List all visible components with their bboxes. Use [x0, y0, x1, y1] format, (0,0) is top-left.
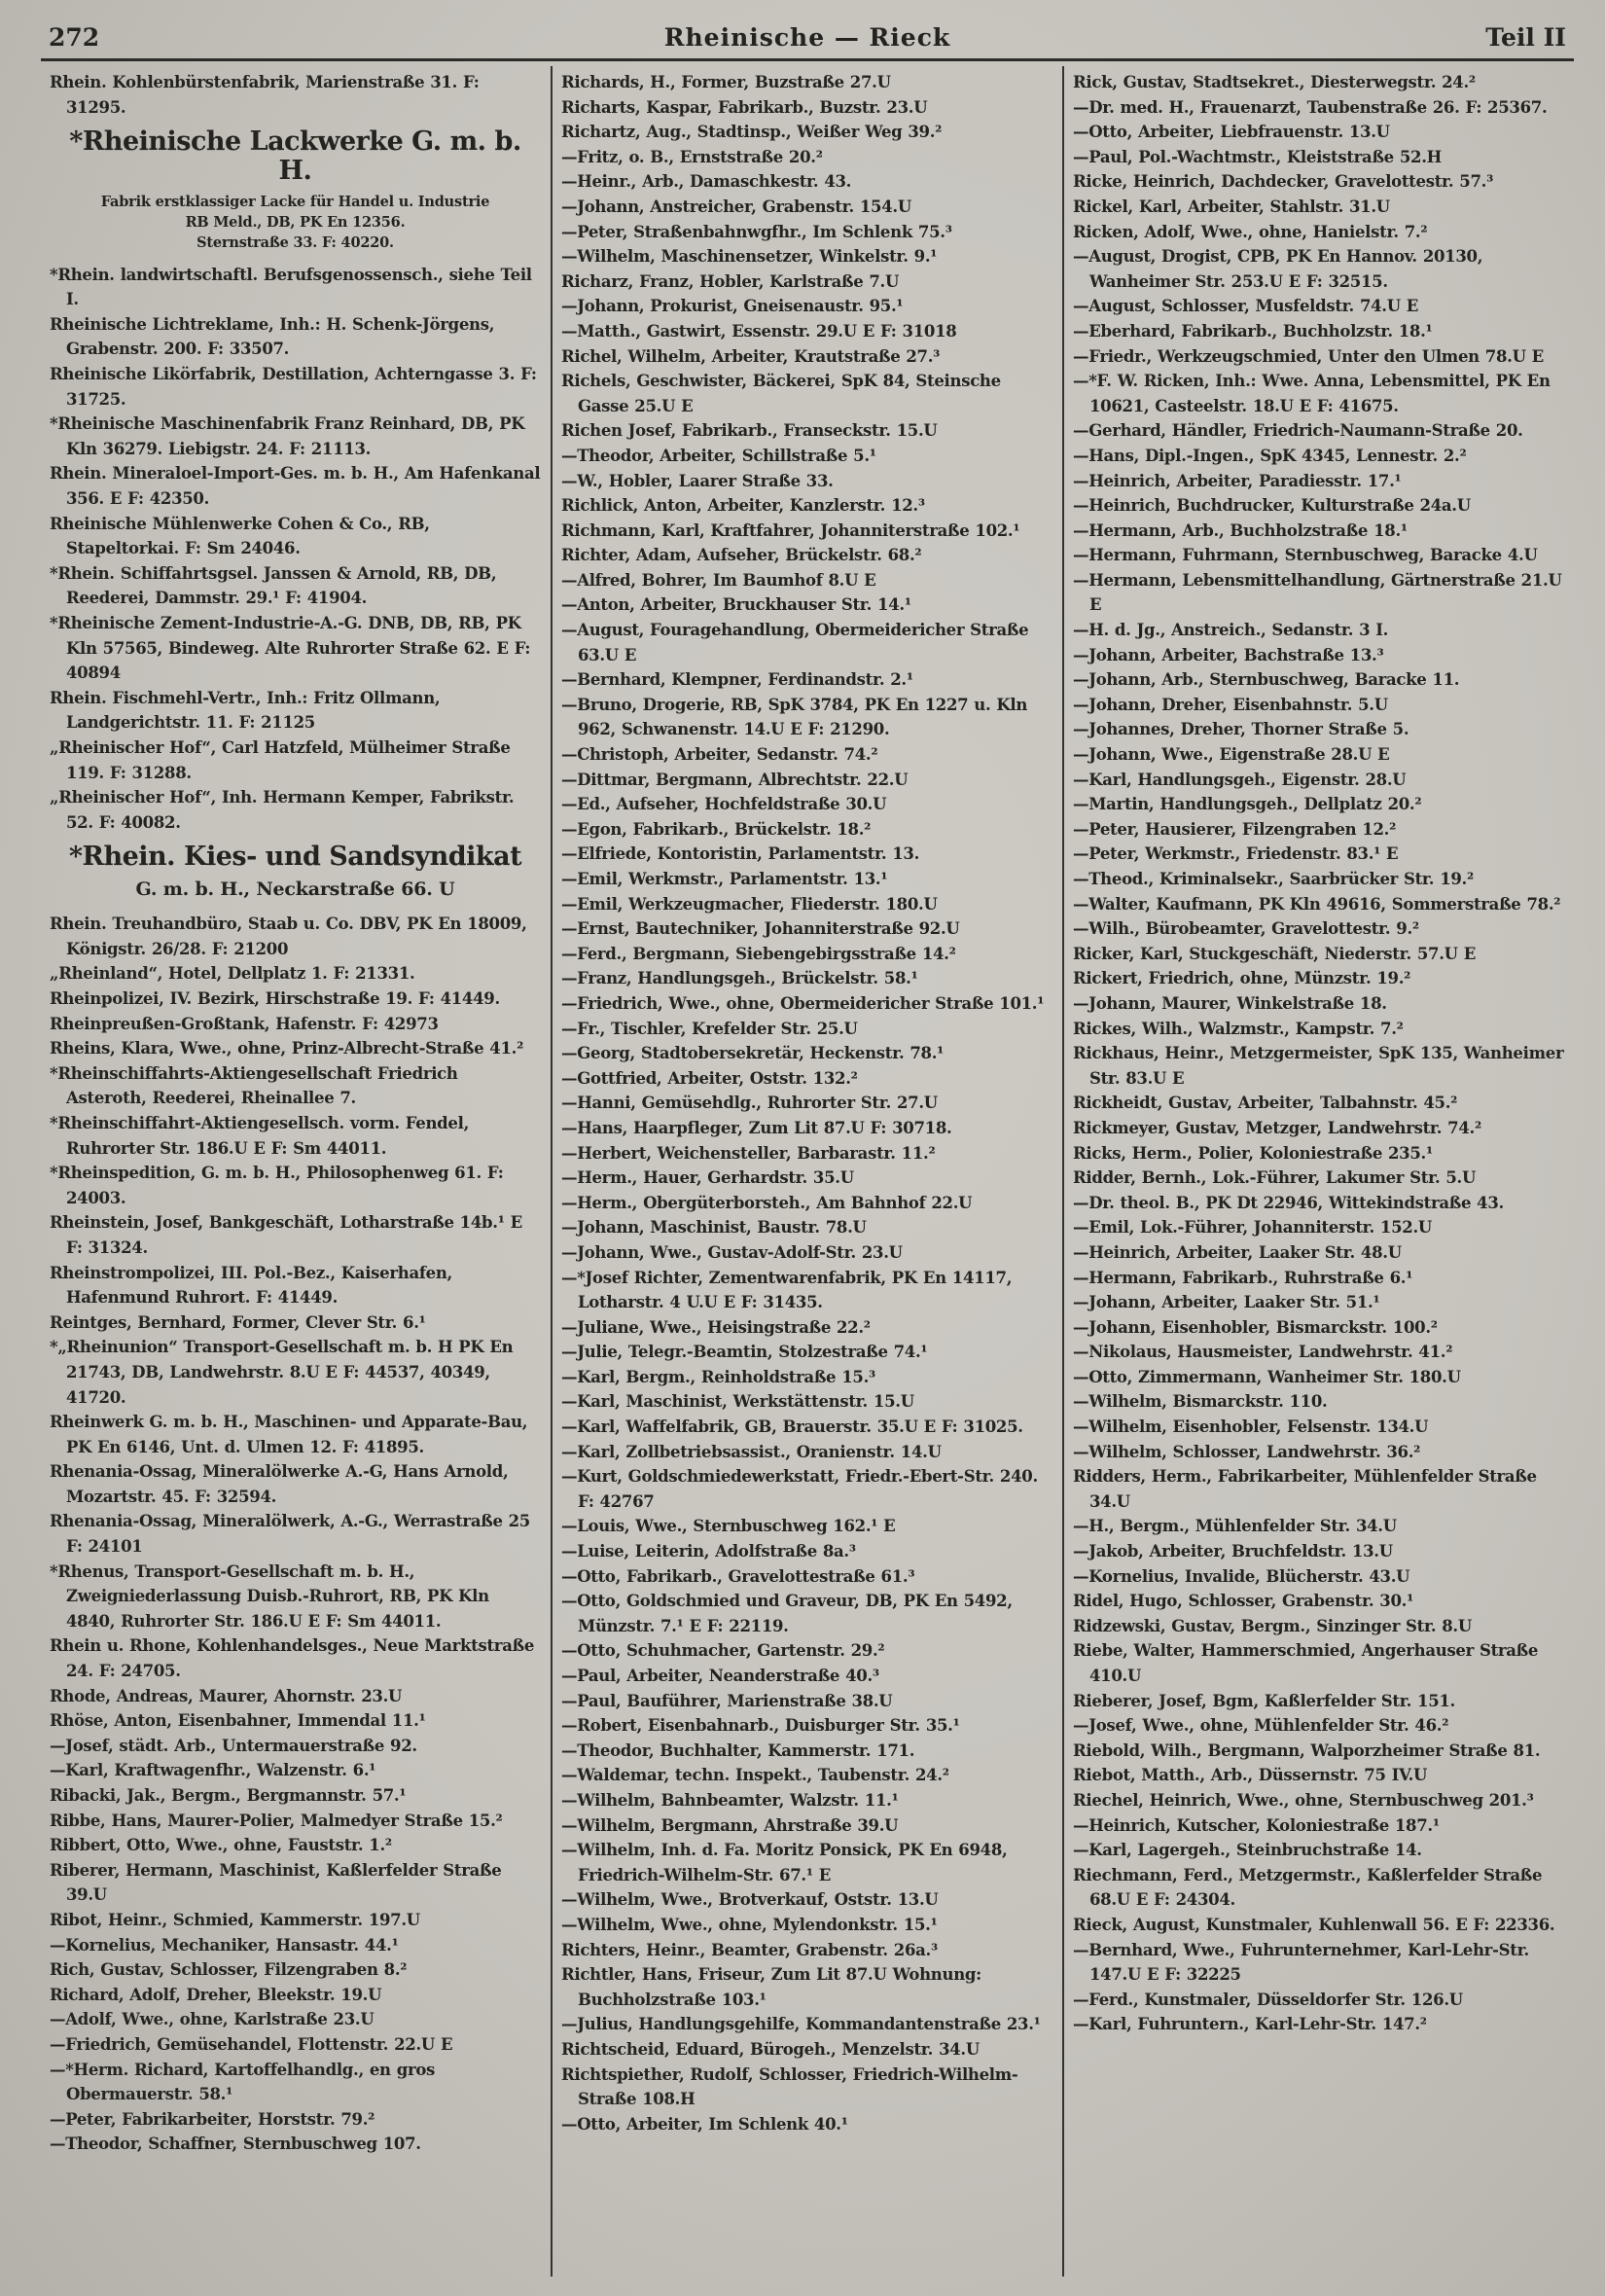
directory-entry: Rheins, Klara, Wwe., ohne, Prinz-Albrecht-Straße 41.² [50, 1039, 523, 1058]
directory-entry: —Wilhelm, Inh. d. Fa. Moritz Ponsick, PK En 6948, Friedrich-Wilhelm-Str. 67.¹ E [561, 1841, 1008, 1884]
directory-entry: —Kurt, Goldschmiedewerkstatt, Friedr.-Ebert-Str. 240. F: 42767 [561, 1467, 1038, 1511]
directory-entry: —Egon, Fabrikarb., Brückelstr. 18.² [561, 819, 872, 839]
directory-entry: —Otto, Arbeiter, Im Schlenk 40.¹ [561, 2114, 848, 2134]
directory-entry: —Karl, Maschinist, Werkstättenstr. 15.U [561, 1392, 914, 1412]
directory-column-1 [41, 66, 551, 2277]
display-ad-title: *Rheinische Lackwerke G. m. b. H. [69, 126, 521, 187]
directory-entry: —Otto, Zimmermann, Wanheimer Str. 180.U [1073, 1367, 1461, 1386]
display-ad [50, 843, 541, 902]
directory-entry: —Bernhard, Wwe., Fuhrunternehmer, Karl-Lehr-Str. 147.U E F: 32225 [1073, 1940, 1529, 1985]
display-ad [50, 127, 541, 253]
directory-entry: —Walter, Kaufmann, PK Kln 49616, Sommerstraße 78.² [1073, 894, 1561, 914]
directory-entry: —Johann, Wwe., Gustav-Adolf-Str. 23.U [561, 1242, 903, 1262]
directory-entry: —Adolf, Wwe., ohne, Karlstraße 23.U [50, 2010, 374, 2029]
directory-entry: —Christoph, Arbeiter, Sedanstr. 74.² [561, 745, 878, 765]
directory-entry: —Wilhelm, Wwe., ohne, Mylendonkstr. 15.¹ [561, 1915, 938, 1934]
directory-entry: —Hermann, Fabrikarb., Ruhrstraße 6.¹ [1073, 1268, 1413, 1287]
directory-entry: Rhenania-Ossag, Mineralölwerk, A.-G., Werrastraße 25 F: 24101 [50, 1512, 530, 1557]
running-head: Rheinische — Rieck [663, 23, 951, 52]
directory-entry: Ridder, Bernh., Lok.-Führer, Lakumer Str. 5.U [1073, 1168, 1477, 1188]
directory-entry: Ricken, Adolf, Wwe., ohne, Hanielstr. 7.² [1073, 222, 1428, 241]
directory-entry: —Waldemar, techn. Inspekt., Taubenstr. 24.² [561, 1766, 949, 1785]
directory-entry: —Dittmar, Bergmann, Albrechtstr. 22.U [561, 770, 909, 789]
directory-column-3 [1062, 66, 1574, 2277]
directory-entry: —Karl, Fuhruntern., Karl-Lehr-Str. 147.² [1073, 2015, 1427, 2034]
directory-entry: *„Rheinunion“ Transport-Gesellschaft m. b. H PK En 21743, DB, Landwehrstr. 8.U E F: 44537, 40349, 41720. [50, 1338, 514, 1407]
directory-entry: Ribbe, Hans, Maurer-Polier, Malmedyer Straße 15.² [50, 1811, 503, 1830]
directory-entry: —Johann, Eisenhobler, Bismarckstr. 100.² [1073, 1317, 1438, 1337]
directory-entry: —Johann, Dreher, Eisenbahnstr. 5.U [1073, 695, 1388, 714]
directory-entry: Ribot, Heinr., Schmied, Kammerstr. 197.U [50, 1910, 420, 1929]
directory-entry: Rhöse, Anton, Eisenbahner, Immendal 11.¹ [50, 1711, 426, 1731]
display-ad-title: *Rhein. Kies- und Sandsyndikat [68, 842, 522, 873]
directory-entry: —Karl, Zollbetriebsassist., Oranienstr. 14.U [561, 1442, 942, 1461]
directory-entry: —Georg, Stadtobersekretär, Heckenstr. 78.¹ [561, 1044, 945, 1063]
directory-entry: —Bernhard, Klempner, Ferdinandstr. 2.¹ [561, 670, 913, 690]
directory-entry: Richtler, Hans, Friseur, Zum Lit 87.U Wohnung: Buchholzstraße 103.¹ [561, 1965, 981, 2009]
directory-entry: —Johann, Arbeiter, Laaker Str. 51.¹ [1073, 1293, 1380, 1312]
directory-entry: *Rheinische Zement-Industrie-A.-G. DNB, DB, RB, PK Kln 57565, Bindeweg. Alte Ruhrorter Straße 62. E F: 40894 [50, 614, 531, 683]
directory-entry: —Wilhelm, Schlosser, Landwehrstr. 36.² [1073, 1442, 1421, 1461]
directory-entry: Ridders, Herm., Fabrikarbeiter, Mühlenfelder Straße 34.U [1073, 1467, 1537, 1511]
directory-entry: —Karl, Waffelfabrik, GB, Brauerstr. 35.U E F: 31025. [561, 1417, 1023, 1437]
directory-entry: *Rheinspedition, G. m. b. H., Philosophenweg 61. F: 24003. [50, 1164, 504, 1207]
directory-entry: —Eberhard, Fabrikarb., Buchholzstr. 18.¹ [1073, 321, 1433, 341]
directory-entry: —W., Hobler, Laarer Straße 33. [561, 471, 834, 490]
directory-entry: —Elfriede, Kontoristin, Parlamentstr. 13. [561, 844, 920, 864]
directory-entry: —Karl, Kraftwagenfhr., Walzenstr. 6.¹ [50, 1761, 376, 1780]
directory-entry: —Friedrich, Gemüsehandel, Flottenstr. 22.U E [50, 2034, 453, 2054]
directory-entry: —Julius, Handlungsgehilfe, Kommandantenstraße 23.¹ [561, 2015, 1041, 2034]
directory-entry: Richarz, Franz, Hobler, Karlstraße 7.U [561, 271, 900, 291]
directory-entry: Rheinwerk G. m. b. H., Maschinen- und Apparate-Bau, PK En 6146, Unt. d. Ulmen 12. F: 41895. [50, 1413, 528, 1456]
directory-entry: Rickhaus, Heinr., Metzgermeister, SpK 135, Wanheimer Str. 83.U E [1073, 1044, 1564, 1088]
directory-entry: Riberer, Hermann, Maschinist, Kaßlerfelder Straße 39.U [50, 1860, 502, 1905]
directory-entry: *Rheinschiffahrt-Aktiengesellsch. vorm. Fendel, Ruhrorter Str. 186.U E F: Sm 44011. [50, 1113, 470, 1158]
directory-entry: Rheinstrompolizei, III. Pol.-Bez., Kaiserhafen, Hafenmund Ruhrort. F: 41449. [50, 1263, 452, 1308]
directory-entry: Richlick, Anton, Arbeiter, Kanzlerstr. 12.³ [561, 496, 925, 516]
directory-entry: —Friedrich, Wwe., ohne, Obermeidericher Straße 101.¹ [561, 993, 1045, 1013]
directory-entry: —Fr., Tischler, Krefelder Str. 25.U [561, 1019, 858, 1038]
directory-entry: —Ferd., Kunstmaler, Düsseldorfer Str. 126.U [1073, 1990, 1463, 2009]
directory-entry: Riebold, Wilh., Bergmann, Walporzheimer Straße 81. [1073, 1740, 1541, 1760]
directory-entry: —Otto, Arbeiter, Liebfrauenstr. 13.U [1073, 123, 1390, 142]
directory-entry: Rickheidt, Gustav, Arbeiter, Talbahnstr. 45.² [1073, 1094, 1458, 1113]
display-ad-line: RB Meld., DB, PK En 12356. [185, 213, 406, 231]
directory-column-2 [551, 66, 1062, 2277]
directory-entry: Ricker, Karl, Stuckgeschäft, Niederstr. 57.U E [1073, 944, 1476, 963]
directory-entry: Richards, H., Former, Buzstraße 27.U [561, 73, 891, 91]
directory-entry: —Hans, Dipl.-Ingen., SpK 4345, Lennestr. 2.² [1073, 446, 1467, 465]
directory-entry: Riebot, Matth., Arb., Düssernstr. 75 IV.U [1073, 1766, 1428, 1785]
directory-entry: —Anton, Arbeiter, Bruckhauser Str. 14.¹ [561, 595, 911, 615]
directory-entry: *Rhenus, Transport-Gesellschaft m. b. H., Zweigniederlassung Duisb.-Ruhrort, RB, PK Kln 4840, Ruhrorter Str. 186.U E F: Sm 44011. [50, 1561, 489, 1631]
directory-entry: —Gerhard, Händler, Friedrich-Naumann-Straße 20. [1073, 421, 1523, 441]
directory-entry: Rheinische Likörfabrik, Destillation, Achterngasse 3. F: 31725. [50, 365, 537, 409]
directory-entry: Ribbert, Otto, Wwe., ohne, Fauststr. 1.² [50, 1836, 392, 1855]
directory-entry: —Wilh., Bürobeamter, Gravelottestr. 9.² [1073, 919, 1419, 939]
directory-entry: *Rheinische Maschinenfabrik Franz Reinhard, DB, PK Kln 36279. Liebigstr. 24. F: 21113. [50, 414, 525, 458]
directory-entry: Rhein. Mineraloel-Import-Ges. m. b. H., Am Hafenkanal 356. E F: 42350. [50, 464, 541, 509]
directory-entry: —Johann, Anstreicher, Grabenstr. 154.U [561, 197, 911, 216]
directory-entry: —Otto, Schuhmacher, Gartenstr. 29.² [561, 1641, 885, 1661]
directory-entry: —Josef, städt. Arb., Untermauerstraße 92. [50, 1736, 417, 1755]
directory-entry: —Peter, Werkmstr., Friedenstr. 83.¹ E [1073, 844, 1399, 864]
directory-entry: —*F. W. Ricken, Inh.: Wwe. Anna, Lebensmittel, PK En 10621, Casteelstr. 18.U E F: 41675. [1073, 372, 1551, 415]
directory-entry: —Emil, Werkzeugmacher, Fliederstr. 180.U [561, 894, 938, 914]
directory-entry: —Franz, Handlungsgeh., Brückelstr. 58.¹ [561, 969, 918, 988]
directory-entry: —August, Schlosser, Musfeldstr. 74.U E [1073, 297, 1419, 316]
directory-entry: —Gottfried, Arbeiter, Oststr. 132.² [561, 1068, 858, 1088]
directory-entry: „Rheinischer Hof“, Carl Hatzfeld, Mülheimer Straße 119. F: 31288. [50, 737, 511, 782]
directory-entry: —*Josef Richter, Zementwarenfabrik, PK En 14117, Lotharstr. 4 U.U E F: 31435. [561, 1268, 1013, 1312]
directory-entry: Rickert, Friedrich, ohne, Münzstr. 19.² [1073, 969, 1411, 988]
directory-entry: —Nikolaus, Hausmeister, Landwehrstr. 41.² [1073, 1343, 1453, 1362]
directory-entry: Richters, Heinr., Beamter, Grabenstr. 26a.³ [561, 1940, 938, 1959]
directory-entry: Richels, Geschwister, Bäckerei, SpK 84, Steinsche Gasse 25.U E [561, 372, 1001, 415]
directory-entry: Richen Josef, Fabrikarb., Franseckstr. 15.U [561, 421, 938, 441]
directory-entry: —Ferd., Bergmann, Siebengebirgsstraße 14.² [561, 944, 956, 963]
directory-entry: —Herbert, Weichensteller, Barbarastr. 11.² [561, 1143, 936, 1163]
directory-entry: —Heinrich, Kutscher, Koloniestraße 187.¹ [1073, 1815, 1440, 1835]
directory-entry: *Rhein. Schiffahrtsgsel. Janssen & Arnold, RB, DB, Reederei, Dammstr. 29.¹ F: 41904. [50, 563, 497, 608]
directory-entry: Rheinische Lichtreklame, Inh.: H. Schenk-Jörgens, Grabenstr. 200. F: 33507. [50, 314, 495, 359]
directory-entry: Rhein u. Rhone, Kohlenhandelsges., Neue Marktstraße 24. F: 24705. [50, 1636, 535, 1681]
display-ad-line: G. m. b. H., Neckarstraße 66. U [135, 878, 455, 900]
directory-entry: *Rheinschiffahrts-Aktiengesellschaft Friedrich Asteroth, Reederei, Rheinallee 7. [50, 1063, 458, 1108]
directory-entry: Rich, Gustav, Schlosser, Filzengraben 8.² [50, 1960, 408, 1980]
directory-entry: —Heinrich, Arbeiter, Paradiesstr. 17.¹ [1073, 471, 1402, 490]
directory-entry: Rickel, Karl, Arbeiter, Stahlstr. 31.U [1073, 197, 1390, 216]
directory-entry: —Johann, Wwe., Eigenstraße 28.U E [1073, 745, 1390, 765]
directory-entry: —Hanni, Gemüsehdlg., Ruhrorter Str. 27.U [561, 1094, 938, 1113]
page-header [41, 23, 1574, 61]
directory-entry: —Karl, Handlungsgeh., Eigenstr. 28.U [1073, 770, 1407, 789]
directory-entry: —August, Fouragehandlung, Obermeidericher Straße 63.U E [561, 621, 1029, 664]
directory-entry: —Emil, Lok.-Führer, Johanniterstr. 152.U [1073, 1218, 1433, 1238]
directory-entry: —Theodor, Schaffner, Sternbuschweg 107. [50, 2135, 421, 2154]
directory-entry: —Wilhelm, Wwe., Brotverkauf, Oststr. 13.U [561, 1890, 939, 1910]
directory-entry: —Kornelius, Mechaniker, Hansastr. 44.¹ [50, 1935, 399, 1955]
directory-entry: Rheinpreußen-Großtank, Hafenstr. F: 42973 [50, 1014, 439, 1033]
directory-entry: —Karl, Lagergeh., Steinbruchstraße 14. [1073, 1841, 1422, 1860]
directory-entry: —Ed., Aufseher, Hochfeldstraße 30.U [561, 795, 887, 814]
directory-entry: —Martin, Handlungsgeh., Dellplatz 20.² [1073, 795, 1422, 814]
directory-entry: —Hans, Haarpfleger, Zum Lit 87.U F: 30718. [561, 1118, 952, 1137]
directory-entry: —Luise, Leiterin, Adolfstraße 8a.³ [561, 1542, 856, 1561]
directory-entry: Rheinische Mühlenwerke Cohen & Co., RB, Stapeltorkai. F: Sm 24046. [50, 514, 430, 558]
directory-entry: „Rheinischer Hof“, Inh. Hermann Kemper, Fabrikstr. 52. F: 40082. [50, 788, 515, 832]
directory-entry: Richter, Adam, Aufseher, Brückelstr. 68.² [561, 546, 922, 565]
page-number: 272 [49, 23, 100, 52]
directory-entry: Rhein. Treuhandbüro, Staab u. Co. DBV, PK En 18009, Königstr. 26/28. F: 21200 [50, 915, 527, 958]
directory-entry: Ricke, Heinrich, Dachdecker, Gravelottestr. 57.³ [1073, 172, 1494, 192]
directory-entry: —H., Bergm., Mühlenfelder Str. 34.U [1073, 1517, 1397, 1536]
directory-entry: —Matth., Gastwirt, Essenstr. 29.U E F: 31018 [561, 321, 957, 341]
directory-entry: Riechel, Heinrich, Wwe., ohne, Sternbuschweg 201.³ [1073, 1790, 1534, 1810]
directory-entry: Riechmann, Ferd., Metzgermstr., Kaßlerfelder Straße 68.U E F: 24304. [1073, 1865, 1543, 1910]
directory-entry: Rhein. Kohlenbürstenfabrik, Marienstraße 31. F: 31295. [50, 73, 480, 117]
directory-entry: *Rhein. landwirtschaftl. Berufsgenossensch., siehe Teil I. [50, 265, 532, 309]
directory-entry: —Hermann, Fuhrmann, Sternbuschweg, Baracke 4.U [1073, 546, 1538, 565]
directory-entry: —Paul, Arbeiter, Neanderstraße 40.³ [561, 1667, 879, 1685]
directory-entry: Richartz, Aug., Stadtinsp., Weißer Weg 39.² [561, 123, 943, 142]
directory-entry: Rhode, Andreas, Maurer, Ahornstr. 23.U [50, 1686, 403, 1705]
directory-entry: —Heinrich, Arbeiter, Laaker Str. 48.U [1073, 1242, 1402, 1262]
directory-entry: —H. d. Jg., Anstreich., Sedanstr. 3 I. [1073, 621, 1389, 640]
section-label: Teil II [1485, 23, 1566, 52]
directory-entry: —Herm., Hauer, Gerhardstr. 35.U [561, 1168, 854, 1188]
directory-entry: —Hermann, Arb., Buchholzstraße 18.¹ [1073, 520, 1408, 540]
display-ad-line: Sternstraße 33. F: 40220. [196, 233, 394, 251]
directory-entry: —Julie, Telegr.-Beamtin, Stolzestraße 74.¹ [561, 1343, 928, 1362]
directory-entry: Ridzewski, Gustav, Bergm., Sinzinger Str. 8.U [1073, 1616, 1472, 1635]
display-ad-line: Fabrik erstklassiger Lacke für Handel u. Industrie [100, 193, 490, 210]
directory-entry: —Paul, Bauführer, Marienstraße 38.U [561, 1691, 893, 1710]
directory-entry: —Kornelius, Invalide, Blücherstr. 43.U [1073, 1566, 1410, 1586]
directory-entry: „Rheinland“, Hotel, Dellplatz 1. F: 21331. [50, 964, 415, 984]
directory-entry: —Karl, Bergm., Reinholdstraße 15.³ [561, 1367, 875, 1386]
directory-entry: Ribacki, Jak., Bergm., Bergmannstr. 57.¹ [50, 1786, 407, 1806]
directory-entry: —Peter, Straßenbahnwgfhr., Im Schlenk 75.³ [561, 222, 952, 241]
directory-entry: —Peter, Fabrikarbeiter, Horststr. 79.² [50, 2109, 375, 2129]
directory-entry: —Bruno, Drogerie, RB, SpK 3784, PK En 1227 u. Kln 962, Schwanenstr. 14.U E F: 21290. [561, 695, 1028, 739]
directory-entry: —Louis, Wwe., Sternbuschweg 162.¹ E [561, 1517, 896, 1536]
directory-entry: —Dr. med. H., Frauenarzt, Taubenstraße 26. F: 25367. [1073, 97, 1548, 117]
directory-entry: —Ernst, Bautechniker, Johanniterstraße 92.U [561, 919, 960, 939]
directory-entry: —Heinr., Arb., Damaschkestr. 43. [561, 172, 852, 192]
directory-entry: Riebe, Walter, Hammerschmied, Angerhauser Straße 410.U [1073, 1641, 1539, 1685]
directory-entry: —Emil, Werkmstr., Parlamentstr. 13.¹ [561, 870, 888, 888]
directory-entry: —Theodor, Buchhalter, Kammerstr. 171. [561, 1740, 915, 1760]
directory-entry: —Dr. theol. B., PK Dt 22946, Wittekindstraße 43. [1073, 1193, 1504, 1212]
directory-entry: —Wilhelm, Eisenhobler, Felsenstr. 134.U [1073, 1417, 1429, 1437]
directory-entry: —Johannes, Dreher, Thorner Straße 5. [1073, 720, 1409, 739]
directory-entry: —Wilhelm, Bahnbeamter, Walzstr. 11.¹ [561, 1790, 899, 1810]
directory-entry: Rieck, August, Kunstmaler, Kuhlenwall 56. E F: 22336. [1073, 1915, 1555, 1934]
directory-entry: Rhein. Fischmehl-Vertr., Inh.: Fritz Ollmann, Landgerichtstr. 11. F: 21125 [50, 688, 441, 733]
directory-entry: —Robert, Eisenbahnarb., Duisburger Str. 35.¹ [561, 1716, 960, 1736]
directory-entry: —Juliane, Wwe., Heisingstraße 22.² [561, 1317, 871, 1337]
directory-entry: —Otto, Goldschmied und Graveur, DB, PK En 5492, Münzstr. 7.¹ E F: 22119. [561, 1592, 1013, 1635]
directory-entry: —Wilhelm, Maschinensetzer, Winkelstr. 9.¹ [561, 247, 938, 267]
directory-entry: —Peter, Hausierer, Filzengraben 12.² [1073, 819, 1397, 839]
directory-entry: Richtspiether, Rudolf, Schlosser, Friedrich-Wilhelm-Straße 108.H [561, 2064, 1018, 2109]
directory-entry: Richard, Adolf, Dreher, Bleekstr. 19.U [50, 1985, 382, 2004]
directory-entry: —Fritz, o. B., Ernststraße 20.² [561, 147, 823, 166]
directory-entry: —Hermann, Lebensmittelhandlung, Gärtnerstraße 21.U E [1073, 570, 1562, 615]
directory-entry: Richmann, Karl, Kraftfahrer, Johanniterstraße 102.¹ [561, 520, 1020, 540]
directory-entry: —Theodor, Arbeiter, Schillstraße 5.¹ [561, 446, 876, 465]
directory-entry: —Otto, Fabrikarb., Gravelottestraße 61.³ [561, 1566, 915, 1586]
directory-entry: —Theod., Kriminalsekr., Saarbrücker Str. 19.² [1073, 870, 1474, 888]
directory-entry: —Josef, Wwe., ohne, Mühlenfelder Str. 46.² [1073, 1716, 1449, 1736]
directory-entry: —Jakob, Arbeiter, Bruchfeldstr. 13.U [1073, 1542, 1393, 1561]
directory-entry: —Johann, Maschinist, Baustr. 78.U [561, 1218, 867, 1238]
directory-entry: Rheinstein, Josef, Bankgeschäft, Lotharstraße 14b.¹ E F: 31324. [50, 1213, 522, 1257]
directory-entry: Rickmeyer, Gustav, Metzger, Landwehrstr. 74.² [1073, 1118, 1481, 1137]
directory-entry: Ridel, Hugo, Schlosser, Grabenstr. 30.¹ [1073, 1592, 1413, 1611]
directory-entry: Reintges, Bernhard, Former, Clever Str. 6.¹ [50, 1312, 426, 1332]
directory-entry: Rick, Gustav, Stadtsekret., Diesterwegstr. 24.² [1073, 73, 1476, 91]
directory-entry: —Wilhelm, Bergmann, Ahrstraße 39.U [561, 1815, 899, 1835]
directory-entry: —Johann, Arb., Sternbuschweg, Baracke 11. [1073, 670, 1460, 690]
directory-entry: —Johann, Arbeiter, Bachstraße 13.³ [1073, 645, 1384, 664]
directory-entry: —Paul, Pol.-Wachtmstr., Kleiststraße 52.H [1073, 147, 1442, 166]
directory-entry: Richarts, Kaspar, Fabrikarb., Buzstr. 23.U [561, 97, 928, 117]
directory-entry: —Herm., Obergüterborsteh., Am Bahnhof 22.U [561, 1193, 973, 1212]
directory-entry: Rickes, Wilh., Walzmstr., Kampstr. 7.² [1073, 1019, 1404, 1038]
directory-entry: —Friedr., Werkzeugschmied, Unter den Ulmen 78.U E [1073, 346, 1544, 366]
directory-entry: —August, Drogist, CPB, PK En Hannov. 20130, Wanheimer Str. 253.U E F: 32515. [1073, 247, 1483, 291]
directory-entry: —Johann, Prokurist, Gneisenaustr. 95.¹ [561, 297, 904, 316]
directory-entry: —Heinrich, Buchdrucker, Kulturstraße 24a.U [1073, 496, 1471, 516]
directory-entry: —Wilhelm, Bismarckstr. 110. [1073, 1392, 1328, 1412]
directory-entry: Ricks, Herm., Polier, Koloniestraße 235.¹ [1073, 1143, 1433, 1163]
directory-entry: —Johann, Maurer, Winkelstraße 18. [1073, 993, 1387, 1013]
directory-entry: Rheinpolizei, IV. Bezirk, Hirschstraße 19. F: 41449. [50, 989, 500, 1009]
directory-entry: Richel, Wilhelm, Arbeiter, Krautstraße 27.³ [561, 346, 941, 366]
directory-entry: Rhenania-Ossag, Mineralölwerke A.-G, Hans Arnold, Mozartstr. 45. F: 32594. [50, 1462, 509, 1506]
directory-entry: —*Herm. Richard, Kartoffelhandlg., en gros Obermauerstr. 58.¹ [50, 2060, 436, 2104]
directory-entry: Rieberer, Josef, Bgm, Kaßlerfelder Str. 151. [1073, 1691, 1455, 1710]
directory-entry: Richtscheid, Eduard, Bürogeh., Menzelstr. 34.U [561, 2039, 980, 2059]
directory-columns [41, 66, 1574, 2277]
directory-entry: —Alfred, Bohrer, Im Baumhof 8.U E [561, 570, 876, 590]
